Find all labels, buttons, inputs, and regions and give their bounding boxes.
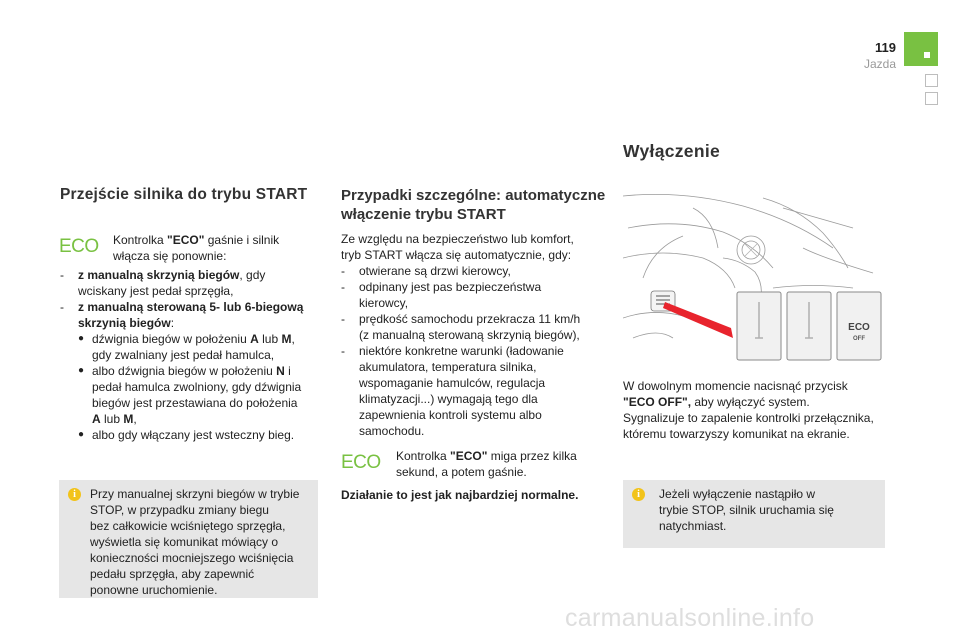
chapter-tab-empty [925,92,938,105]
eco-icon-text: ECO [341,452,381,472]
list-item: - prędkość samochodu przekracza 11 km/h (z manualną sterowaną skrzynią biegów), [341,312,581,342]
chapter-tab-marker [924,52,930,58]
middle-note: Działanie to jest jak najbardziej normalne. [341,488,579,502]
eco-indicator-icon [340,450,386,472]
eco-icon-text: ECO [59,236,99,256]
dashboard-drawing [623,188,885,366]
section-name: Jazda [863,57,896,71]
list-item: - otwierane są drzwi kierowcy, [341,264,511,278]
middle-text: Ze względu na bezpieczeństwo lub komfort, tryb START włącza się automatycznie, gdy: - otwierane są drzwi kierowcy, - odpinany jest pas bezpieczeństwa kierowcy, - prędkość samochodu przekracza 11 km/h (z manualną sterowaną skrzynią biegów), - niektóre konkretne warunki (ładowanie akumulatora, temperatura silnika, wspomaganie hamulców, regulacja klimatyzacji...) wymagają tego dla zapewnienia kontroli systemu albo samochodu. [341,231,611,439]
info-box-left [59,480,318,598]
list-item: - z manualną sterowaną 5- lub 6-biegową skrzynią biegów: [60,300,304,330]
eco-icon [340,450,386,472]
section-heading-start: Przejście silnika do trybu START [60,186,308,203]
left-indicator-text: Kontrolka "ECO" gaśnie i silnik włącza się ponownie: [113,233,280,263]
list-item: - z manualną skrzynią biegów, gdy wciskany jest pedał sprzęgła, [60,268,266,298]
eco-indicator-icon [58,234,102,256]
info-text: Jeżeli wyłączenie nastąpiło w trybie STOP, silnik uruchamia się natychmiast. [659,487,834,533]
right-text: W dowolnym momencie nacisnąć przycisk "ECO OFF", aby wyłączyć system. Sygnalizuje to zapalenie kontrolki przełącznika, któremu towarzyszy komunikat na ekranie. [623,379,874,441]
chapter-tab-empty [925,74,938,87]
info-text: Przy manualnej skrzyni biegów w trybie STOP, w przypadku zmiany biegu bez całkowicie wciśniętego sprzęgła, wyświetla się komunikat mówiący o konieczności mocniejszego wciśnięcia pedału sprzęgła, aby zapewnić ponowne uruchomienie. [90,487,300,597]
eco-off-button-label-bottom: OFF [853,336,865,342]
eco-off-button-label-top: ECO [848,322,870,333]
chapter-tab [904,32,938,66]
dashboard-illustration [623,188,885,366]
list-subitem: ● albo gdy włączany jest wsteczny bieg. [78,428,295,442]
left-list [60,267,320,443]
middle-indicator-text: Kontrolka "ECO" miga przez kilka sekund, a potem gaśnie. [396,449,577,479]
page-number: 119 [875,40,896,55]
section-heading-special-cases: Przypadki szczególne: automatyczne włączenie trybu START [341,187,606,223]
info-box-right [623,480,885,548]
list-subitem: ● albo dźwignia biegów w położeniu N i pedał hamulca zwolniony, gdy dźwignia biegów jest przestawiana do położenia A lub M, [78,364,302,426]
list-item: - niektóre konkretne warunki (ładowanie akumulatora, temperatura silnika, wspomaganie hamulców, regulacja klimatyzacji...) wymagają tego dla zapewnienia kontroli systemu albo samochodu. [341,344,564,438]
list-subitem: ● dźwignia biegów w położeniu A lub M, gdy zwalniany jest pedał hamulca, [78,332,295,362]
section-heading-off: Wyłączenie [623,141,721,161]
eco-icon [58,234,102,256]
info-icon: i [632,488,645,501]
watermark: carmanualsonline.info [565,604,815,632]
list-item: - odpinany jest pas bezpieczeństwa kierowcy, [341,280,542,310]
info-icon: i [68,488,81,501]
